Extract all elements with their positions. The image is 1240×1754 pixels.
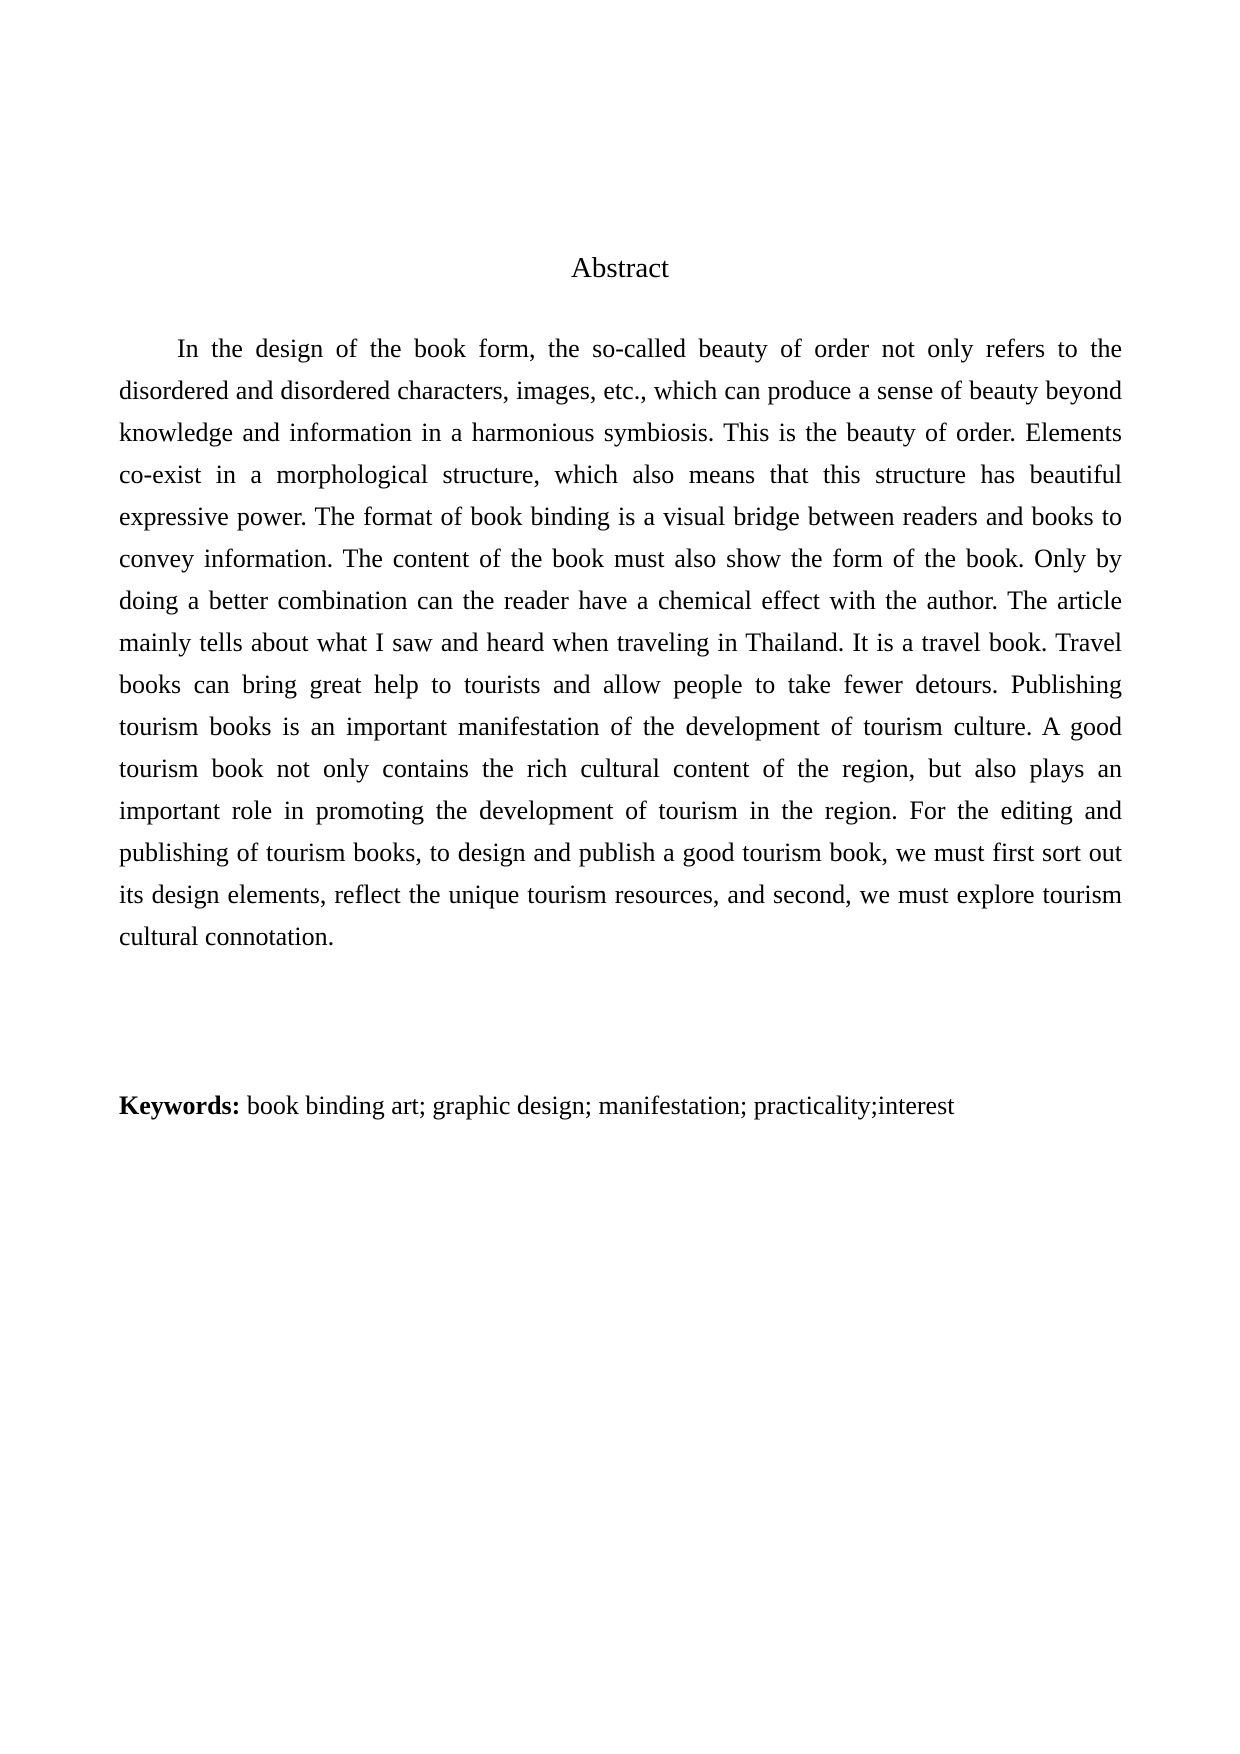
keywords-line [119, 1085, 1122, 1127]
abstract-paragraph: In the design of the book form, the so-called beauty of order not only refers to the disordered and disordered characters, images, etc., which can produce a sense of beauty beyond knowledge and information in a harmonious symbiosis. This is the beauty of order. Elements co-exist in a morphological structure, which also means that this structure has beautiful expressive power. The format of book binding is a visual bridge between readers and books to convey information. The content of the book must also show the form of the book. Only by doing a better combination can the reader have a chemical effect with the author. The article mainly tells about what I saw and heard when traveling in Thailand. It is a travel book. Travel books can bring great help to tourists and allow people to take fewer detours. Publishing tourism books is an important manifestation of the development of tourism culture. A good tourism book not only contains the rich cultural content of the region, but also plays an important role in promoting the development of tourism in the region. For the editing and publishing of tourism books, to design and publish a good tourism book, we must first sort out its design elements, reflect the unique tourism resources, and second, we must explore tourism cultural connotation. [119, 334, 1122, 951]
abstract-title: Abstract [570, 252, 670, 284]
keywords-label: Keywords: [119, 1091, 241, 1120]
keywords-text: book binding art; graphic design; manifestation; practicality;interest [240, 1091, 955, 1120]
